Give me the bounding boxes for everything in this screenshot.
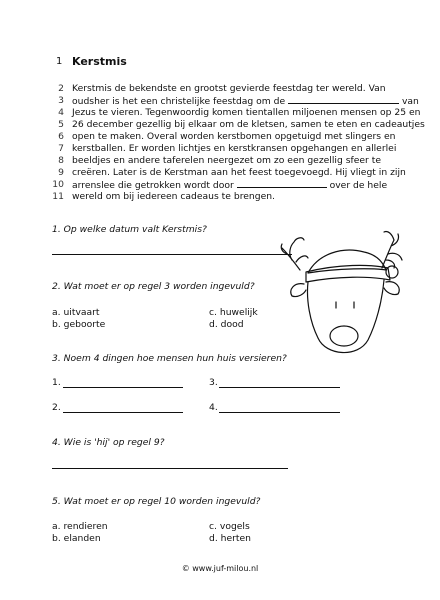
line-number: 3 [58,95,64,106]
nose [330,326,358,346]
line-text: beeldjes en andere taferelen neergezet om zo een gezellig sfeer te [72,155,381,166]
line-number: 10 [52,179,64,190]
answer-line[interactable] [219,412,340,413]
line-number: 8 [58,155,64,166]
line-number: 6 [58,131,64,142]
item-label: 2. [52,402,61,413]
fill-in-blank[interactable] [237,179,327,188]
line-number: 2 [58,83,64,94]
hat-pompom [386,266,398,278]
question-3: 3. Noem 4 dingen hoe mensen hun huis versieren? [52,353,287,364]
line-text-post: over de hele [326,180,388,191]
option-c[interactable]: c. huwelijk [209,307,258,318]
item-label: 3. [209,377,218,388]
line-number: 9 [58,167,64,178]
answer-line[interactable] [63,412,183,413]
option-d[interactable]: d. dood [209,319,244,330]
line-text: open te maken. Overal worden kerstbomen opgetuigd met slingers en [72,131,396,142]
question-4: 4. Wie is 'hij' op regel 9? [52,437,165,448]
left-ear [291,284,306,297]
line-text-post: van [399,96,419,107]
right-ear [384,282,399,295]
option-a[interactable]: a. uitvaart [52,307,100,318]
line-text: kerstballen. Er worden lichtjes en kerstkransen opgehangen en allerlei [72,143,397,154]
line-text: Jezus te vieren. Tegenwoordig komen tientallen miljoenen mensen op 25 en [72,107,421,118]
hat-brim [306,265,390,282]
line-text: wereld om bij iedereen cadeaus te brengen. [72,191,275,202]
item-label: 1. [52,377,61,388]
answer-line[interactable] [52,468,288,469]
left-antler [281,238,308,270]
fill-in-blank[interactable] [288,95,399,104]
question-5: 5. Wat moet er op regel 10 worden ingevuld? [52,496,261,507]
line-text: 26 december gezellig bij elkaar om de kletsen, samen te eten en cadeautjes [72,119,425,130]
line-text-pre: arrenslee die getrokken wordt door [72,180,237,191]
line-text: creëren. Later is de Kerstman aan het feest toegevoegd. Hij vliegt in zijn [72,167,406,178]
head [307,280,384,353]
question-2: 2. Wat moet er op regel 3 worden ingevuld? [52,281,255,292]
option-b[interactable]: b. elanden [52,533,101,544]
answer-line[interactable] [219,387,340,388]
title-line-number: 1 [56,56,63,67]
reindeer-illustration [278,218,406,368]
option-c[interactable]: c. vogels [209,521,250,532]
line-number: 7 [58,143,64,154]
line-number: 4 [58,107,64,118]
option-b[interactable]: b. geboorte [52,319,106,330]
line-text-pre: oudsher is het een christelijke feestdag om de [72,96,289,107]
line-text: Kerstmis de bekendste en grootst gevierde feestdag ter wereld. Van [72,83,386,94]
page-title: Kerstmis [72,55,127,68]
answer-line[interactable] [63,387,183,388]
option-a[interactable]: a. rendieren [52,521,108,532]
question-1: 1. Op welke datum valt Kerstmis? [52,224,207,235]
item-label: 4. [209,402,218,413]
option-d[interactable]: d. herten [209,533,252,544]
footer-copyright: © www.juf-milou.nl [181,564,259,573]
answer-line[interactable] [52,254,292,255]
line-number: 11 [52,191,64,202]
right-antler [382,231,402,268]
line-number: 5 [58,119,64,130]
